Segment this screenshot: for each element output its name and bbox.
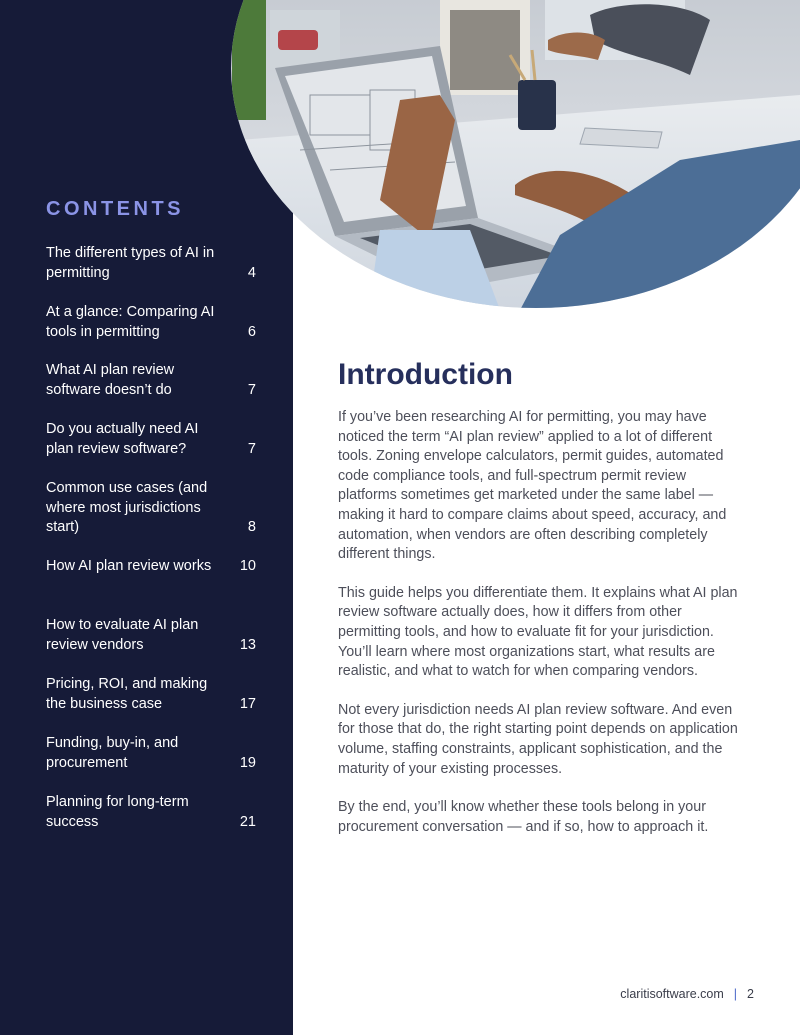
toc-item-page: 10: [239, 558, 256, 574]
toc-item[interactable]: [46, 244, 256, 283]
intro-paragraph: If you’ve been researching AI for permitting, you may have noticed the term “AI plan review” applied to a lot of different tools. Zoning envelope calculators, permit guides, automated code compliance tools, and full-spectrum permit review platforms sometimes get marketed under the same label — making it hard to compare claims about speed, accuracy, and automation, when vendors are often describing completely different things.: [338, 409, 727, 563]
footer-separator: |: [733, 987, 738, 1001]
toc-item-title: Pricing, ROI, and making the business case: [46, 676, 208, 712]
toc-item[interactable]: [46, 675, 256, 714]
toc-item-page: 13: [239, 636, 256, 653]
toc-item[interactable]: [46, 793, 256, 832]
footer-site-link[interactable]: claritisoftware.com: [620, 987, 724, 1001]
intro-paragraph: By the end, you’ll know whether these tools belong in your procurement conversation — and if so, how to approach it.: [338, 799, 709, 835]
toc-item-title: At a glance: Comparing AI tools in permitting: [46, 304, 215, 340]
toc-item[interactable]: [46, 361, 256, 400]
toc-item-title: What AI plan review software doesn’t do: [46, 362, 175, 398]
toc-item-title: Common use cases (and where most jurisdictions start): [46, 480, 208, 536]
introduction-section: [338, 356, 748, 856]
toc-item[interactable]: [46, 734, 256, 773]
toc-item-page: 8: [247, 519, 256, 536]
intro-paragraph: Not every jurisdiction needs AI plan review software. And even for those that do, the right starting point depends on application volume, staffing constraints, applicant sophistication, and the maturity of your existing processes.: [338, 701, 738, 777]
toc-item-page: 7: [247, 440, 256, 457]
toc-item-page: 19: [239, 754, 256, 771]
toc-item[interactable]: [46, 420, 256, 459]
toc-item-page: 4: [247, 264, 256, 281]
page-title: Introduction: [338, 358, 513, 391]
toc-item-title: How to evaluate AI plan review vendors: [46, 617, 199, 653]
toc-item-title: Planning for long-term success: [46, 794, 189, 830]
toc-item-title: Funding, buy-in, and procurement: [46, 735, 179, 771]
toc-item-title: Do you actually need AI plan review software?: [46, 421, 199, 457]
toc-item[interactable]: [46, 557, 256, 577]
toc-item-page: 6: [247, 323, 256, 340]
toc-item[interactable]: [46, 303, 256, 342]
toc-item[interactable]: [46, 616, 256, 655]
toc-item[interactable]: [46, 479, 256, 538]
contents-heading: CONTENTS: [46, 198, 184, 220]
toc-item-page: 17: [239, 695, 256, 712]
toc-item-page: 21: [239, 813, 256, 830]
toc-item-title: How AI plan review works: [46, 558, 212, 574]
page-number: 2: [747, 987, 754, 1001]
intro-paragraph: This guide helps you differentiate them. It explains what AI plan review software actually does, how it differs from other permitting tools, and how to evaluate fit for your jurisdiction. You’ll learn where most organizations start, what results are realistic, and what to watch for when comparing vendors.: [338, 584, 738, 680]
page-footer: [620, 987, 754, 1001]
toc-item-title: The different types of AI in permitting: [46, 245, 215, 281]
toc-item-page: 7: [247, 381, 256, 398]
